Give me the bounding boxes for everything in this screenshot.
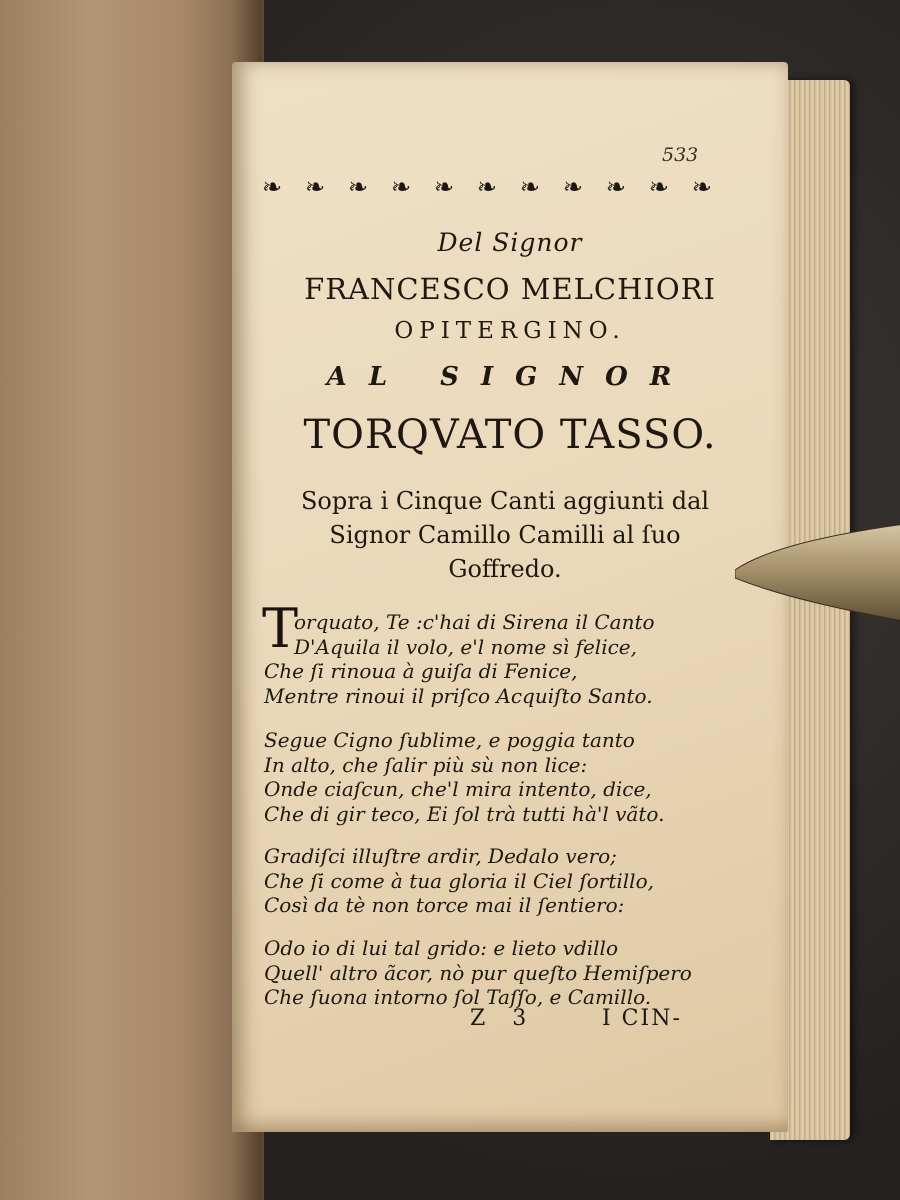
fleuron-icon: ❧ xyxy=(304,173,326,201)
title-del-signor: Del Signor xyxy=(437,228,583,257)
fleuron-icon: ❧ xyxy=(347,173,369,201)
subtitle-line: Sopra i Cinque Canti aggiunti dal xyxy=(300,487,710,515)
verse-line: Che di gir teco, Ei ſol trà tutti hà'l vãto. xyxy=(264,801,665,826)
stanza-2 xyxy=(264,728,754,826)
verse-line: Segue Cigno ſublime, e poggia tanto xyxy=(264,728,635,752)
fleuron-icon: ❧ xyxy=(476,173,498,201)
fleuron-icon: ❧ xyxy=(519,173,541,201)
page-pointer-icon xyxy=(735,522,900,622)
title-dedicatee: TORQVATO TASSO. xyxy=(303,412,717,458)
fleuron-icon: ❧ xyxy=(562,173,583,201)
title-al-signor: AL SIGNOR xyxy=(326,362,694,392)
signature-mark: Z 3 xyxy=(470,1006,537,1031)
book-page xyxy=(232,62,788,1132)
verse-line: Così da tè non torce mai il ſentiero: xyxy=(264,893,625,917)
fleuron-icon: ❧ xyxy=(390,173,412,201)
stanza-4 xyxy=(264,936,754,1010)
verse-line: Gradiſci illuſtre ardir, Dedalo vero; xyxy=(264,844,617,868)
verse-line: Mentre rinoui il priſco Acquiſto Santo. xyxy=(264,683,653,708)
subtitle-line: Signor Camillo Camilli al ſuo xyxy=(329,521,681,549)
verse-line: D'Aquila il volo, e'l nome sì felice, xyxy=(294,634,637,659)
fleuron-icon: ❧ xyxy=(648,173,669,201)
verse-line: Onde ciaſcun, che'l mira intento, dice, xyxy=(264,777,652,801)
fleuron-icon: ❧ xyxy=(433,173,455,201)
subtitle-line: Goffredo. xyxy=(448,555,562,583)
fleuron-icon: ❧ xyxy=(691,173,712,201)
fleuron-icon: ❧ xyxy=(262,173,283,201)
page-number: 533 xyxy=(662,144,699,166)
left-page-cover xyxy=(0,0,264,1200)
title-author-name: FRANCESCO MELCHIORI xyxy=(304,272,716,306)
verse-line: Che ſi rinoua à guiſa di Fenice, xyxy=(264,659,578,683)
stanza-3 xyxy=(264,844,754,918)
verse-line: In alto, che ſalir più sù non lice: xyxy=(264,752,588,777)
title-author-origin: OPITERGINO. xyxy=(394,318,626,344)
verse-line: orquato, Te :c'hai di Sirena il Canto xyxy=(294,610,655,634)
verse-line: Che ſuona intorno ſol Taſſo, e Camillo. xyxy=(264,985,652,1009)
ornament-border xyxy=(262,170,712,204)
fleuron-icon: ❧ xyxy=(605,173,626,201)
verse-line: Che ſi come à tua gloria il Ciel ſortillo, xyxy=(264,868,654,893)
verse-line: Odo io di lui tal grido: e lieto vdillo xyxy=(264,936,618,960)
sonnet-subtitle xyxy=(260,484,750,586)
stanza-1 xyxy=(264,610,754,708)
verse-line: Quell' altro ãcor, nò pur queſto Hemiſpero xyxy=(264,960,692,985)
catchword: I CIN- xyxy=(602,1006,682,1031)
drop-cap: T xyxy=(262,597,299,660)
